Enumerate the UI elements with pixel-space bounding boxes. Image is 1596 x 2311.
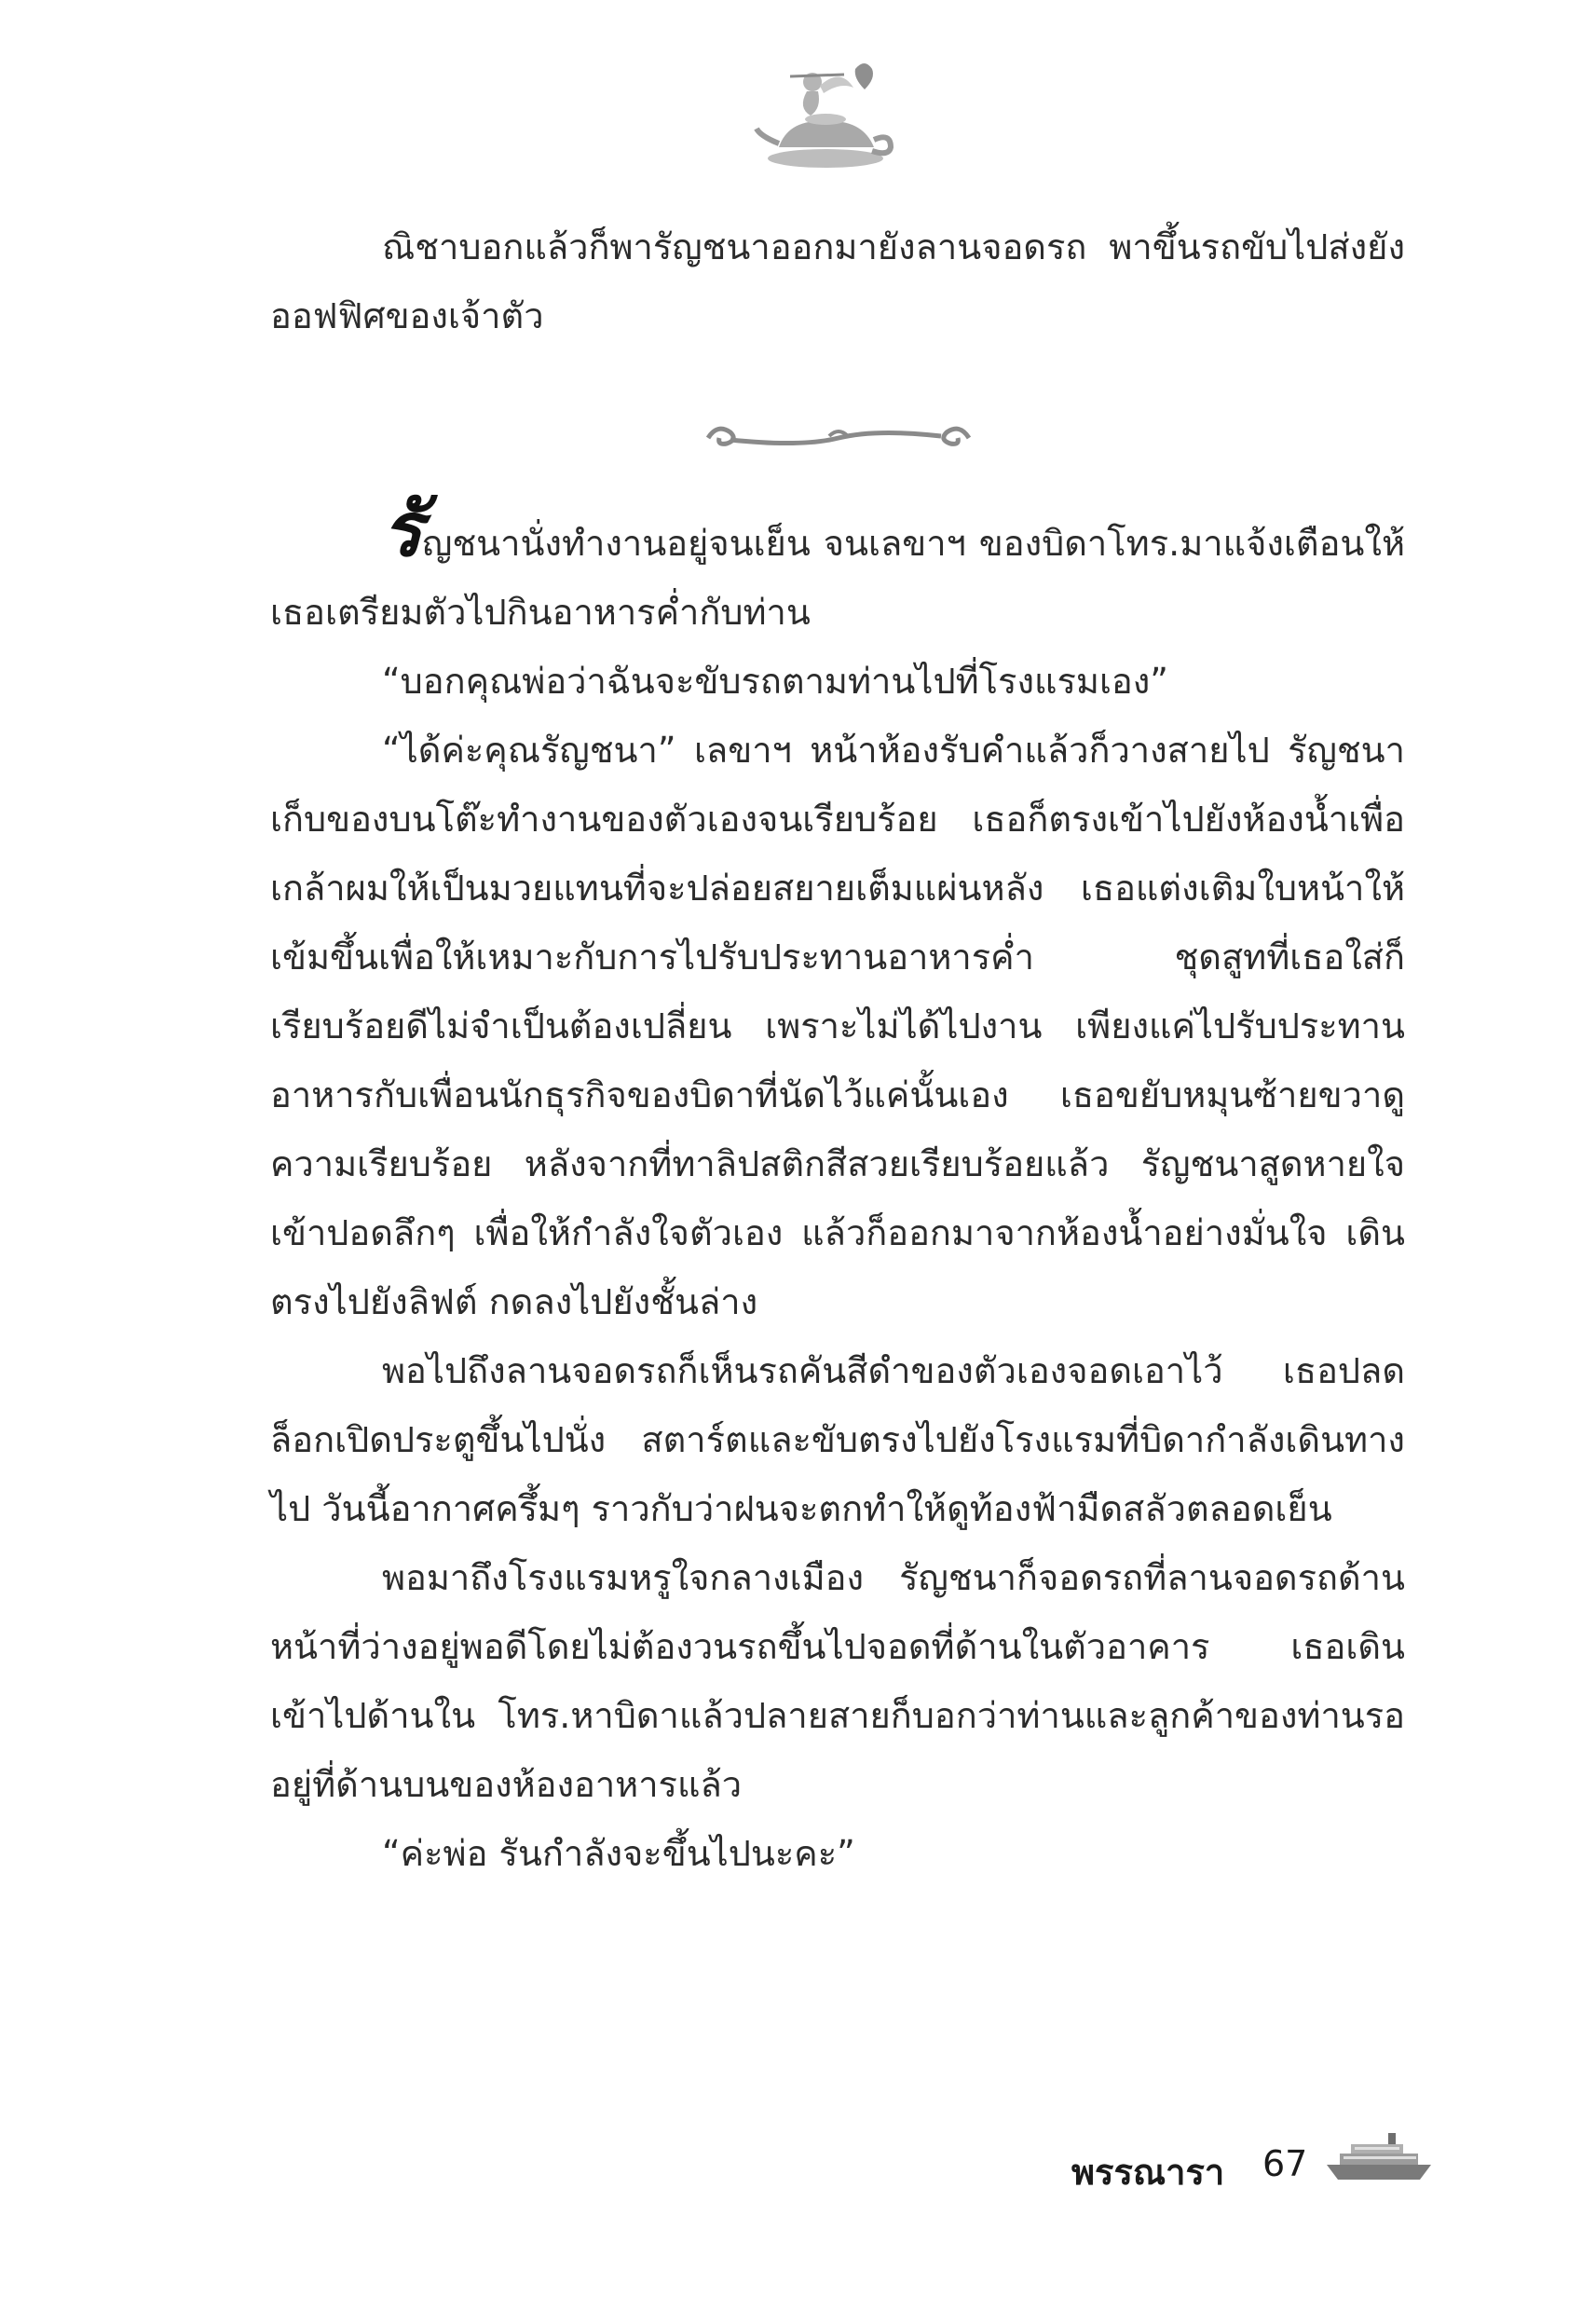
book-title: พรรณารา bbox=[1071, 2152, 1225, 2193]
text-section-main bbox=[270, 485, 1405, 1888]
page-number: 67 bbox=[1262, 2143, 1308, 2184]
drop-cap: รั bbox=[382, 485, 422, 573]
first-paragraph bbox=[270, 485, 1405, 647]
first-paragraph-text: ญชนานั่งทำงานอยู่จนเย็น จนเลขาฯ ของบิดาโทร.มาแจ้งเตือนให้เธอเตรียมตัวไปกินอาหารค่ำกับท่าน bbox=[270, 523, 1405, 633]
paragraph: “ได้ค่ะคุณรัญชนา” เลขาฯ หน้าห้องรับคำแล้วก็วางสายไป รัญชนาเก็บของบนโต๊ะทำงานของตัวเองจนเรียบร้อย เธอก็ตรงเข้าไปยังห้องน้ำเพื่อเกล้าผมให้เป็นมวยแทนที่จะปล่อยสยายเต็มแผ่นหลัง เธอแต่งเติมใบหน้าให้เข้มขึ้นเพื่อให้เหมาะกับการไปรับประทานอาหารค่ำ ชุดสูทที่เธอใส่ก็เรียบร้อยดีไม่จำเป็นต้องเปลี่ยน เพราะไม่ได้ไปงาน เพียงแค่ไปรับประทานอาหารกับเพื่อนนักธุรกิจของบิดาที่นัดไว้แค่นั้นเอง เธอขยับหมุนซ้ายขวาดูความเรียบร้อย หลังจากที่ทาลิปสติกสีสวยเรียบร้อยแล้ว รัญชนาสูดหายใจเข้าปอดลึกๆ เพื่อให้กำลังใจตัวเอง แล้วก็ออกมาจากห้องน้ำอย่างมั่นใจ เดินตรงไปยังลิฟต์ กดลงไปยังชั้นล่าง bbox=[270, 730, 1405, 1322]
paragraph: พอมาถึงโรงแรมหรูใจกลางเมือง รัญชนาก็จอดรถที่ลานจอดรถด้านหน้าที่ว่างอยู่พอดีโดยไม่ต้องวนรถขึ้นไปจอดที่ด้านในตัวอาคาร เธอเดินเข้าไปด้านใน โทร.หาบิดาแล้วปลายสายก็บอกว่าท่านและลูกค้าของท่านรออยู่ที่ด้านบนของห้องอาหารแล้ว bbox=[270, 1557, 1405, 1805]
paragraph: “ค่ะพ่อ รันกำลังจะขึ้นไปนะคะ” bbox=[382, 1833, 855, 1874]
scroll-divider-icon bbox=[689, 410, 988, 466]
text-section-top bbox=[270, 212, 1405, 350]
paragraph: พอไปถึงลานจอดรถก็เห็นรถคันสีดำของตัวเองจอดเอาไว้ เธอปลดล็อกเปิดประตูขึ้นไปนั่ง สตาร์ตและขับตรงไปยังโรงแรมที่บิดากำลังเดินทางไป วันนี้อากาศครึ้มๆ ราวกับว่าฝนจะตกทำให้ดูท้องฟ้ามืดสลัวตลอดเย็น bbox=[270, 1350, 1405, 1529]
paragraph: “บอกคุณพ่อว่าฉันจะขับรถตามท่านไปที่โรงแรมเอง” bbox=[382, 661, 1168, 702]
ship-icon bbox=[1323, 2129, 1435, 2185]
genie-lamp-cupid-icon bbox=[751, 54, 900, 175]
paragraph: ณิชาบอกแล้วก็พารัญชนาออกมายังลานจอดรถ พาขึ้นรถขับไปส่งยังออฟฟิศของเจ้าตัว bbox=[270, 226, 1405, 336]
